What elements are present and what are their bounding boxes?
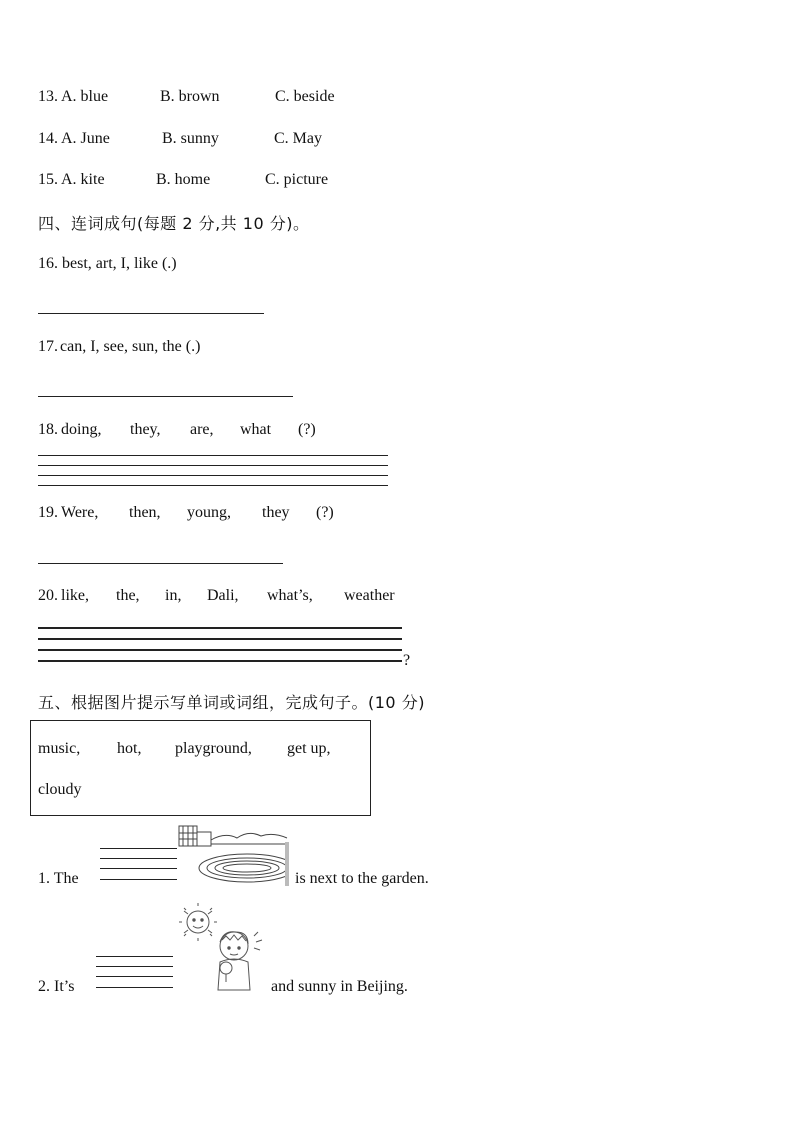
scrambled-word: then, [129, 504, 161, 521]
writing-line[interactable] [38, 465, 388, 466]
option-a: A. kite [61, 171, 105, 188]
option-c: C. picture [265, 171, 329, 188]
option-c: C. beside [275, 88, 335, 105]
scrambled-word: Dali, [207, 587, 239, 604]
sun-boy-image [174, 902, 266, 996]
question-number: 15. [38, 171, 58, 188]
option-a: A. June [61, 130, 110, 147]
word-bank-item: playground, [175, 740, 252, 757]
playground-image [177, 824, 289, 886]
word-bank-item: cloudy [38, 781, 82, 798]
writing-line[interactable] [100, 858, 177, 859]
option-c: C. May [274, 130, 322, 147]
word-bank-item: get up, [287, 740, 331, 757]
writing-line[interactable] [96, 956, 173, 957]
writing-line[interactable] [38, 627, 402, 629]
question-words: can, I, see, sun, the (.) [60, 338, 201, 355]
scrambled-word: (?) [298, 421, 316, 438]
question-number: 17. [38, 338, 58, 355]
word-bank-item: hot, [117, 740, 142, 757]
writing-line[interactable] [96, 976, 173, 977]
writing-line[interactable] [38, 475, 388, 476]
question-number: 13. [38, 88, 58, 105]
writing-line[interactable] [38, 660, 402, 662]
writing-line[interactable] [38, 649, 402, 651]
question-number: 14. [38, 130, 58, 147]
writing-line[interactable] [100, 868, 177, 869]
scrambled-word: doing, [61, 421, 102, 438]
scrambled-word: (?) [316, 504, 334, 521]
option-b: B. sunny [162, 130, 219, 147]
scrambled-word: they [262, 504, 290, 521]
word-bank-item: music, [38, 740, 81, 757]
word-bank-box [30, 720, 371, 816]
writing-line[interactable] [100, 879, 177, 880]
scrambled-word: are, [190, 421, 214, 438]
section-5-title: 五、根据图片提示写单词或词组，完成句子。(10 分) [38, 693, 425, 712]
writing-line[interactable] [96, 966, 173, 967]
writing-line[interactable] [96, 987, 173, 988]
section-4-title: 四、连词成句(每题 2 分,共 10 分)。 [38, 214, 310, 233]
scrambled-word: in, [165, 587, 182, 604]
sentence-end: is next to the garden. [295, 870, 429, 887]
scrambled-word: what’s, [267, 587, 313, 604]
scrambled-word: what [240, 421, 272, 438]
writing-line[interactable] [38, 485, 388, 486]
scrambled-word: the, [116, 587, 140, 604]
sentence-end: and sunny in Beijing. [271, 978, 408, 995]
scrambled-word: like, [61, 587, 89, 604]
question-mark: ? [403, 652, 411, 669]
option-b: B. home [156, 171, 211, 188]
question-number: 20. [38, 587, 58, 604]
writing-line[interactable] [100, 848, 177, 849]
scrambled-word: they, [130, 421, 161, 438]
option-b: B. brown [160, 88, 220, 105]
option-a: A. blue [61, 88, 109, 105]
question-words: best, art, I, like (.) [62, 255, 177, 272]
scrambled-word: weather [344, 587, 395, 604]
answer-line[interactable] [38, 313, 264, 314]
sentence-start: 2. It’s [38, 978, 75, 995]
scrambled-word: young, [187, 504, 231, 521]
answer-line[interactable] [38, 563, 283, 564]
question-number: 16. [38, 255, 58, 272]
writing-line[interactable] [38, 455, 388, 456]
writing-line[interactable] [38, 638, 402, 640]
question-number: 19. [38, 504, 58, 521]
question-number: 18. [38, 421, 58, 438]
scrambled-word: Were, [61, 504, 99, 521]
sentence-start: 1. The [38, 870, 79, 887]
answer-line[interactable] [38, 396, 293, 397]
